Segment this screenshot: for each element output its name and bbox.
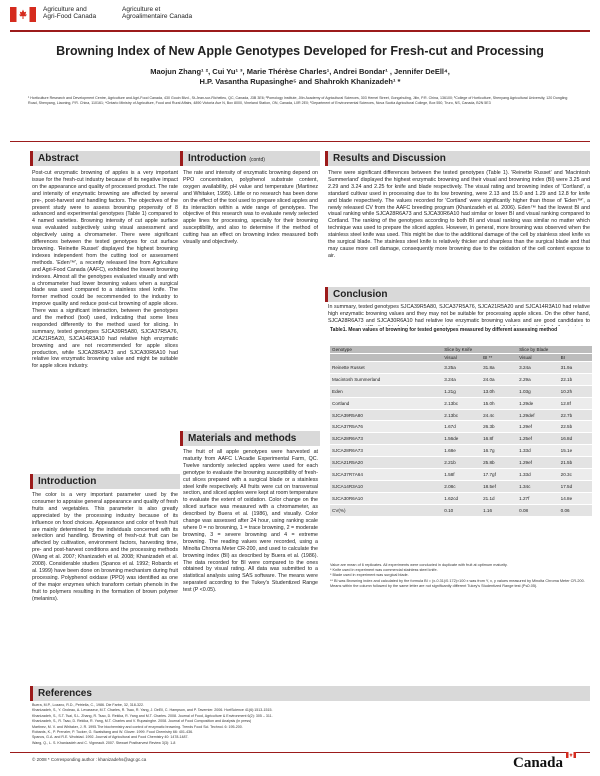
- genotype-cell: SJCA28R6A73: [330, 433, 442, 445]
- table-caption: Table1. Mean values of browning for tested genotypes measured by different assessing method: [330, 327, 558, 333]
- header-rule: [10, 30, 590, 32]
- reference-item: Khanizadeh, S., Y. Groleau, A. Levasseur, M.T. Charles, R. Tsao, R. Yang, J. DeEll, C. Hampson, and P. Tavernier. 2006. HortScience 41(6):1513-1515.: [32, 708, 273, 713]
- value-cell: 15.0h: [481, 397, 517, 409]
- header: [10, 5, 310, 27]
- value-cell: 16.7g: [481, 445, 517, 457]
- reference-item: Robards, K., P. Prenzler, P. Tucker, G. Swatsitang and W. Glover. 1999. Food Chemistry 66: 401-436.: [32, 730, 194, 735]
- table-row: [330, 469, 592, 481]
- value-cell: 31.9a: [559, 362, 592, 374]
- value-cell: 1.29ef: [517, 421, 559, 433]
- table-body: [330, 362, 592, 517]
- table-footnote: ** BI was Browning index and calculated by the formula BI = (x-0.31)/0.172)×100 x was from Y, x, y values measured by Minolta Chroma Meter CR-200.: [330, 578, 585, 583]
- value-cell: 16.8d: [559, 433, 592, 445]
- affiliation-rule: [10, 141, 590, 142]
- affiliations: ¹ Horticulture Research and Development Centre, Agriculture and Agri-Food Canada, 430 Gouin Blvd., St-Jean-sur-Richelieu, QC, Canada, J3B 3E6; ²Pomology Institute, Jilin Academy of Agricultural Sciences, 303 Hemei Street, Gongzhuling, Jilin, P.R. China, 136100; ³College of Horticulture, Shenyang Agricultural University, 120 Dongling Road, Shenyang, Liaoning, P.R. China, 110161; ⁴Ontario Ministry of Agriculture, Food and Rural Affairs, 4890 Victoria Ave N, Box 8000, Vineland Station, ON, Canada, L0R 2E0; ⁵Department of Environmental Sciences, Nova Scotia Agricultural College, Box 550, Truro, NS, Canada, B2N 5E3: [28, 96, 568, 105]
- results-heading: Results and Discussion: [325, 151, 590, 166]
- genotype-cell: SJCA21R5A20: [330, 457, 442, 469]
- table-footnote: Value are mean of 6 replicates. All experiments were conducted in duplicate with fruit at optimum maturity.: [330, 563, 508, 567]
- table-row: [330, 504, 592, 516]
- value-cell: 1.21g: [442, 385, 481, 397]
- genotype-cell: SJCA30R6A10: [330, 492, 442, 504]
- value-cell: 21.1d: [481, 492, 517, 504]
- table-row: [330, 457, 592, 469]
- table-footnote: * Knife used in experiment was commercial stainless steel knife.: [330, 568, 438, 573]
- group-header: Slice by Knife: [442, 346, 517, 354]
- group-header: Genotype: [330, 346, 442, 354]
- genotype-cell: SJCA37R5A76: [330, 421, 442, 433]
- introduction-heading: Introduction: [30, 474, 180, 489]
- wordmark-flag-icon: [566, 752, 576, 758]
- value-cell: 31.8a: [481, 362, 517, 374]
- value-cell: 3.24a: [442, 373, 481, 385]
- genotype-cell: Eden: [330, 385, 442, 397]
- value-cell: 24.0a: [481, 373, 517, 385]
- value-cell: 2.13bc: [442, 409, 481, 421]
- introduction-continued-heading: [180, 151, 320, 166]
- value-cell: 10.2h: [559, 385, 592, 397]
- value-cell: 24.4c: [481, 409, 517, 421]
- value-cell: 14.8e: [559, 492, 592, 504]
- value-cell: 1.68e: [442, 445, 481, 457]
- reference-item: Spanos, G.A. and R.E. Wrolstad. 1992. Journal of Agricultural and Food Chemistry 40: 1478-1487.: [32, 735, 189, 740]
- value-cell: 22.5b: [559, 421, 592, 433]
- footer-rule: [10, 752, 590, 753]
- sub-header: Visual: [517, 354, 559, 362]
- table-row: [330, 362, 592, 374]
- value-cell: 2.21b: [442, 457, 481, 469]
- sub-header: [330, 354, 442, 362]
- value-cell: 2.08c: [442, 480, 481, 492]
- value-cell: 20.3c: [559, 469, 592, 481]
- methods-heading: Materials and methods: [180, 431, 320, 446]
- genotype-cell: SJCA14R3A10: [330, 480, 442, 492]
- canada-flag-icon: [10, 7, 36, 22]
- value-cell: 1.33d: [517, 469, 559, 481]
- introduction-continued-title: Introduction: [188, 153, 247, 164]
- genotype-cell: Cortland: [330, 397, 442, 409]
- value-cell: 17.5d: [559, 480, 592, 492]
- reference-item: Buera, M.P., Lozano, R.D., Petriella, C., 1986. Die Farbe, 32, 318-322.: [32, 703, 144, 707]
- value-cell: 1.25ef: [517, 433, 559, 445]
- authors-line-1: Maojun Zhang¹ ², Cui Yu¹ ³, Marie Thérèse Charles¹, Andrei Bondar¹ , Jennifer DeEll⁴,: [150, 67, 450, 76]
- table-row: [330, 421, 592, 433]
- references-heading: References: [30, 686, 590, 701]
- methods-text: The fruit of all apple genotypes were harvested at maturity from AAFC L'Acadie Experimental Farm, QC. Twelve randomly selected apples were used for each genotype to evaluate the browning susceptibility of fresh-cut slices prepared with a surgical blade or a stainless steel knife respectively. All fruits were cut on transversal section, and sliced apples were kept at room temperature to evaluate the extent of oxidation. Color change on the sliced surface was measured with a chromameter, as described by Buera et al. (1986), and visually. Color change was assessed after 24 hour, using ranking scale where 0 = no browning, 1 = trace browning, 2 = moderate browning, 3 = severe browning and 4 = extreme browning. The reading values were recorded, using a Minolta Chroma Meter CR-200, and used to calculate the browning index (BI) as described by Buera et al. (1986). The data recorded for BI were compared to the ones obtained by visual rating. All data was submitted to a statistical analysis using SAS software. The means were separated according to the Tukey's Studentized Range test (P <0.05).: [183, 449, 318, 594]
- value-cell: 13.0h: [481, 385, 517, 397]
- table-group-header-row: [330, 346, 592, 354]
- introduction-continued-text: The rate and intensity of enzymatic browning depend on PPO concentration, polyphenol substrate content, oxygen availability, pH value and temperature (Martinez and Whitaker, 1995). Little or no research has been done on the effect of the tool used to prepare sliced apples and its interaction within a wide range of genotypes. The objective of this research was to evaluate newly selected apple lines for processing, specially for their browning susceptibility, and also to determine if the method of cutting has an effect on browning index measured both visually and objectively.: [183, 170, 318, 246]
- canada-wordmark: Canada: [513, 755, 564, 771]
- genotype-cell: CV(%): [330, 504, 442, 516]
- value-cell: 25.8b: [481, 457, 517, 469]
- reference-item: Martinez, M. V. and Whitaker, J. R. 1995.The biochemistry and control of enzymatic browning. Trends Food Sci. Technol. 6: 195-200.: [32, 724, 243, 729]
- table-row: [330, 492, 592, 504]
- genotype-cell: Macintosh Summerland: [330, 373, 442, 385]
- value-cell: 1.03g: [517, 385, 559, 397]
- introduction-text: The color is a very important parameter used by the consumer to appraise general appearance and quality of fresh fruits and vegetables. This parameter is also greatly appreciated by the processing industry because of its influence on food choices. Appearance and color of fresh fruit are mainly determined by the individuals concerned with its selection and handling. Browning of fresh-cut fruit can be affected by cultivation, environment factors, harvesting time, pre- and post-harvest conditions and the processing methods (Wang et al. 2007; Khanizadeh et al. 2008; Khanizadeh et al. 2008). Considerable studies (Spanos et al. 1992; Robards et al. 1999) have been done on browning mechanism during fruit processing. Polyphenol oxidase (PPO) was identified as one of the major enzymes which transform certain phenols in the fruit to polymers resulting in the formation of brown polymer (melanins).: [32, 492, 178, 602]
- table-row: [330, 409, 592, 421]
- genotype-cell: SJCA37R7A64: [330, 469, 442, 481]
- value-cell: 0.10: [442, 504, 481, 516]
- references-list: [32, 703, 572, 746]
- sub-header: Visual: [442, 354, 481, 362]
- table-row: [330, 480, 592, 492]
- table-footnotes: [330, 563, 592, 589]
- value-cell: 1.29de: [517, 397, 559, 409]
- value-cell: 21.5b: [559, 457, 592, 469]
- copyright-line: © 2008 * Corresponding author : khanizadehs@agr.gc.ca: [32, 757, 147, 762]
- reference-item: Khanizadeh, S., S.T. Tsai, S.L. Zhang, R. Tsao, D. Rekika, R. Yang and M.T. Charles. 2008. Journal of Food, Agriculture & Environment 6(2): 305 – 311.: [32, 713, 273, 718]
- authors: [0, 67, 600, 87]
- value-cell: 1.29def: [517, 409, 559, 421]
- value-cell: 1.56de: [442, 433, 481, 445]
- table-row: [330, 433, 592, 445]
- value-cell: 2.29a: [517, 373, 559, 385]
- value-cell: 1.27f: [517, 492, 559, 504]
- value-cell: 16.8f: [481, 433, 517, 445]
- browning-table: [330, 346, 592, 517]
- value-cell: 1.29ef: [517, 457, 559, 469]
- value-cell: 15.1e: [559, 445, 592, 457]
- group-header: Slice by Blade: [517, 346, 592, 354]
- value-cell: 1.67d: [442, 421, 481, 433]
- value-cell: 2.13bc: [442, 397, 481, 409]
- sub-header: BI: [559, 354, 592, 362]
- value-cell: 12.8f: [559, 397, 592, 409]
- department-name-french: Agriculture et Agroalimentaire Canada: [122, 6, 193, 20]
- reference-item: Khanizadeh, S., R. Tsao, D. Rekika, R. Yang, M.T. Charles and V. Rupasinghe. 2008. Journal of Food Composition and Analysis (in press): [32, 719, 252, 724]
- value-cell: 1.33d: [517, 445, 559, 457]
- table-row: [330, 397, 592, 409]
- value-cell: 18.5ef: [481, 480, 517, 492]
- table-row: [330, 385, 592, 397]
- conclusion-heading: Conclusion: [325, 287, 590, 302]
- value-cell: 1.58f: [442, 469, 481, 481]
- sub-header: BI **: [481, 354, 517, 362]
- abstract-text: Post-cut enzymatic browning of apples is a very important issue for the fresh-cut industry because of its negative impact on the appearance and quality of processed product. The rate and intensity of enzymatic browning are affected by several pre-, post-harvest and handling factors. The objectives of the present study were to assess browning propensity of 8 advanced and experimental genotypes (Table 1) compared to 4 named varieties. Browning intensity of cut apple surface was evaluated subjectively using visual assessment and objectively using a chromameter. There were significant differences between the tested genotypes for cut surface browning. 'Reinette Russet' displayed the highest browning indexes independent from the cutting tool or assessment methods. 'Eden™', a recently released line from Agriculture and Agri-Food Canada (AAFC), exhibited the lowest browning indexes. Almost all the genotypes evaluated visually and with a chromameter had lower browning values when a surgical blade was used compared to a stainless steel knife. The former method could be recommended to the industry to improve quality and reduce post-cut browning of apple slices. There was a significant interaction, between the genotypes and the method (tool) used, indicating that some lines responded differently to the method used for slicing. In summary, tested genotypes SJCA39R5A80, SJCA37R5A76, JCA21R5A20, SJCA14R3A10 had relative high enzymatic browning and are not recommended for apple slices production, while SJCA28R6A73 and SJCA30R6A10 had relative low enzymatic browning value and might be suitable for apple slices industry.: [32, 170, 178, 370]
- value-cell: 3.24a: [517, 362, 559, 374]
- results-text: There were significant differences between the tested genotypes (Table 1). 'Reinette Russet' and 'Macintosh Summerland' displayed the highest enzymatic browning and their visual and browning index (BI) were 3.25 and 2.29 and 3.24 and 2.25 for knife and blade respectively. The visual rating and browning index of 'Cortland', a standard cultivar used in processing due to its low browning, were 2.13 and 15.0 and 1.29 and 12.8 for knife and blade respectively. The values recorded for 'Cortland' were significantly higher than those of 'Eden™', a newly released CV from the AAFC breeding program (Khanizadeh et al. 2006). Eden™ had the lowest BI and visual ranking while SJCA28R6A73 and SJCA30R6A10 had similar or lower BI and visual ranking compared to Cortland. The ranking of the genotypes according to both BI and visual ranking was similar no matter which technique was used to prepare the sliced apples. However, in general, more browning was observed when the stainless steel knife was used. This might be due to the additional damage of the cell by stainless steel knife vs the surgical blade. The stainless steel knife is relatively thicker and sharpless than the surgical blade and that may cause more cell damage, consequently more browning due to the oxidation of the cell content expose to air.: [328, 170, 590, 259]
- table-footnote: * Blade used in experiment was surgical blade.: [330, 573, 409, 578]
- reference-item: Wang, Q., L. S. Khanizadeh and C. Vigneault. 2007. Stewart Postharvest Review 3(3): 1-8: [32, 740, 176, 745]
- poster-title: Browning Index of New Apple Genotypes Developed for Fresh-cut and Processing: [56, 44, 544, 58]
- abstract-heading: Abstract: [30, 151, 180, 166]
- table-row: [330, 445, 592, 457]
- genotype-cell: SJCA28R6A73: [330, 445, 442, 457]
- value-cell: 22.1b: [559, 373, 592, 385]
- value-cell: 1.34c: [517, 480, 559, 492]
- value-cell: 22.7b: [559, 409, 592, 421]
- value-cell: 26.3b: [481, 421, 517, 433]
- table-sub-header-row: [330, 354, 592, 362]
- conclusion-text: In summary, tested genotypes SJCA39R5A80, SJCA37R5A76, SJCA21R5A20 and SJCA14R3A10 had relative high enzymatic browning values and they may not be suitable for processing apple slices. On the other hand, SJCA28R6A73 and SJCA30R6A10 had relative low enzymatic browning values and are good candidates to: [328, 304, 590, 324]
- table-footnote: Means within the column followed by the same letter are not significantly different Tukey's Studentized Range test (P≤0.05).: [330, 583, 538, 588]
- value-cell: 1.16: [481, 504, 517, 516]
- value-cell: 0.06: [559, 504, 592, 516]
- value-cell: 0.08: [517, 504, 559, 516]
- genotype-cell: Reinette Russet: [330, 362, 442, 374]
- value-cell: 17.7gf: [481, 469, 517, 481]
- continued-label: (contd): [249, 157, 265, 163]
- value-cell: 3.25a: [442, 362, 481, 374]
- value-cell: 1.62cd: [442, 492, 481, 504]
- table-row: [330, 373, 592, 385]
- authors-line-2: H.P. Vasantha Rupasinghe⁵ and Shahrokh Khanizadeh¹ *: [199, 77, 401, 86]
- department-name-english: Agriculture and Agri-Food Canada: [43, 6, 97, 20]
- genotype-cell: SJCA39R5A80: [330, 409, 442, 421]
